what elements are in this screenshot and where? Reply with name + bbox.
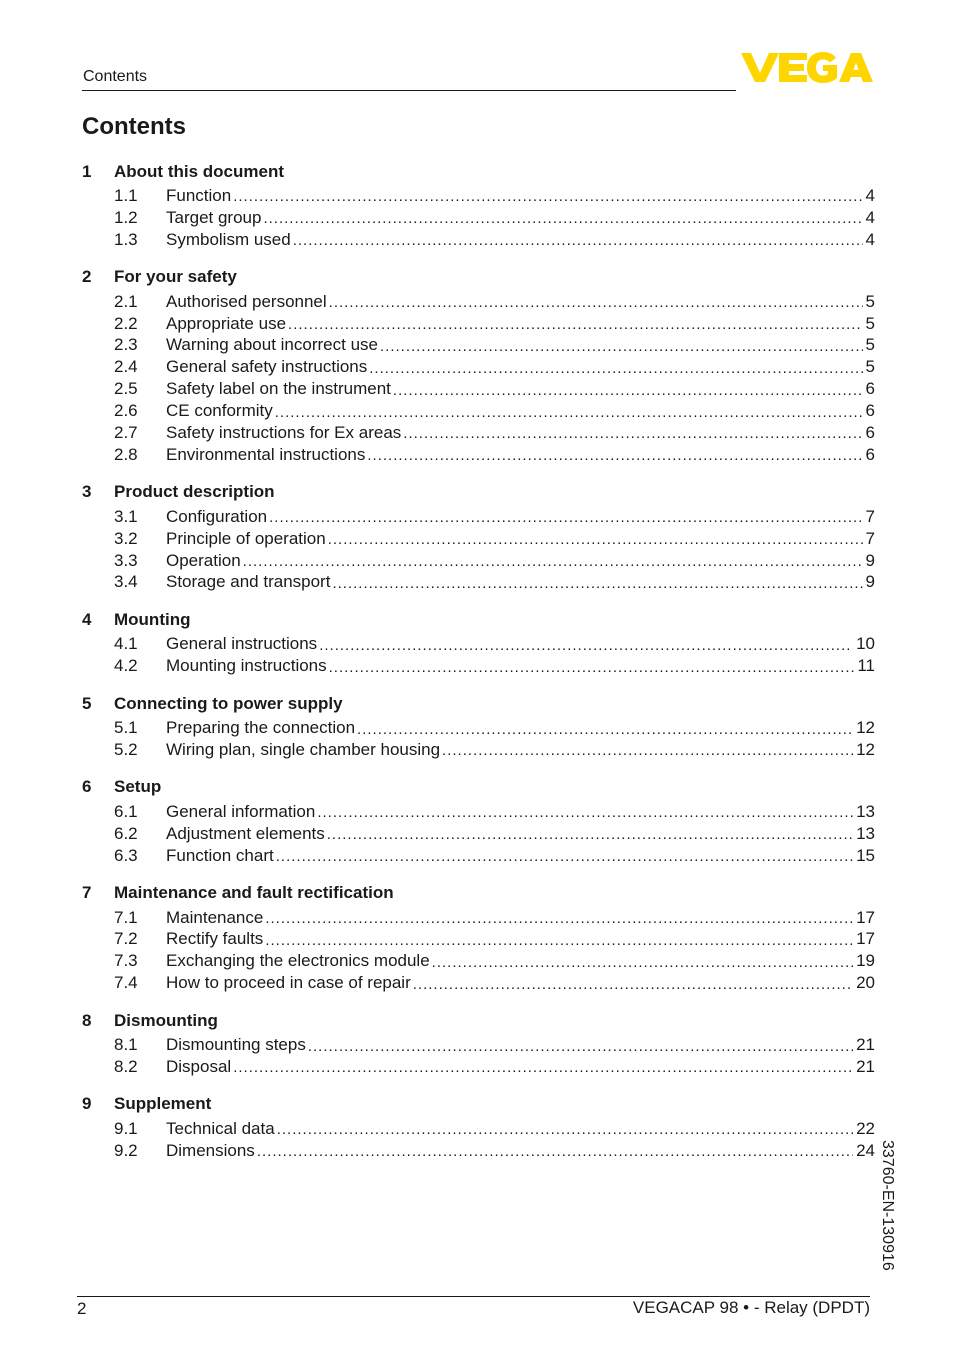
toc-entry-number: 6.2 — [114, 823, 138, 843]
toc-entry-title: Dimensions — [166, 1140, 255, 1160]
toc-entry[interactable] — [82, 801, 875, 823]
toc-entry-number: 2.3 — [114, 335, 138, 355]
toc-entry-title: Safety label on the instrument — [166, 379, 391, 399]
toc-entry-number: 3.2 — [114, 528, 138, 548]
toc-section-title: Mounting — [114, 609, 191, 629]
toc-entry[interactable] — [82, 950, 875, 972]
toc-entry-number: 8.2 — [114, 1056, 138, 1076]
dot-leader — [308, 1038, 853, 1055]
toc-entry-number: 6.1 — [114, 801, 138, 821]
dot-leader — [329, 659, 855, 676]
footer-divider — [77, 1296, 870, 1297]
toc-section — [82, 606, 875, 677]
toc-entry-page: 21 — [856, 1035, 875, 1055]
toc-entry[interactable] — [82, 972, 875, 994]
dot-leader — [380, 338, 863, 355]
dot-leader — [357, 721, 853, 738]
toc-entry-page: 9 — [865, 550, 875, 570]
toc-entry-number: 7.1 — [114, 907, 138, 927]
dot-leader — [277, 1121, 853, 1138]
toc-entry-number: 7.3 — [114, 951, 138, 971]
dot-leader — [265, 910, 853, 927]
toc-entry-number: 1.1 — [114, 185, 138, 205]
toc-section-title: Connecting to power supply — [114, 693, 343, 713]
toc-entry-title: Function chart — [166, 845, 274, 865]
header-divider — [82, 90, 736, 91]
toc-entry-number: 2.5 — [114, 379, 138, 399]
toc-entry-page: 21 — [856, 1056, 875, 1076]
dot-leader — [276, 848, 853, 865]
toc-entry-title: Authorised personnel — [166, 291, 327, 311]
toc-entry[interactable] — [82, 378, 875, 400]
dot-leader — [257, 1143, 853, 1160]
toc-entry-title: Safety instructions for Ex areas — [166, 422, 402, 442]
toc-section-number: 7 — [82, 883, 92, 903]
toc-entry[interactable] — [82, 823, 875, 845]
table-of-contents — [82, 158, 875, 1175]
toc-entry-number: 1.2 — [114, 207, 138, 227]
dot-leader — [369, 360, 862, 377]
toc-entry-page: 19 — [856, 951, 875, 971]
toc-section-title: For your safety — [114, 267, 237, 287]
toc-section-number: 6 — [82, 777, 92, 797]
dot-leader — [243, 553, 863, 570]
toc-entry-number: 7.4 — [114, 973, 138, 993]
toc-entry-title: Target group — [166, 207, 262, 227]
toc-entry-number: 1.3 — [114, 229, 138, 249]
toc-entry[interactable] — [82, 739, 875, 761]
toc-entry-number: 6.3 — [114, 845, 138, 865]
toc-entry-number: 3.1 — [114, 506, 138, 526]
toc-entry[interactable] — [82, 207, 875, 229]
toc-section-number: 8 — [82, 1010, 92, 1030]
toc-entry[interactable] — [82, 334, 875, 356]
toc-entry-page: 24 — [856, 1140, 875, 1160]
toc-entry-number: 2.1 — [114, 291, 138, 311]
toc-entry-number: 2.8 — [114, 444, 138, 464]
toc-entry[interactable] — [82, 845, 875, 867]
toc-entry-title: Maintenance — [166, 907, 264, 927]
toc-entry-title: Warning about incorrect use — [166, 335, 378, 355]
toc-entry-title: Symbolism used — [166, 229, 291, 249]
toc-entry[interactable] — [82, 422, 875, 444]
toc-entry-page: 5 — [865, 313, 875, 333]
toc-entry-page: 10 — [856, 634, 875, 654]
toc-entry-number: 5.2 — [114, 739, 138, 759]
toc-entry-title: Technical data — [166, 1118, 275, 1138]
toc-entry-title: Preparing the connection — [166, 718, 356, 738]
toc-section-number: 1 — [82, 161, 92, 181]
toc-section-number: 3 — [82, 482, 92, 502]
toc-section-number: 5 — [82, 693, 92, 713]
toc-entry[interactable] — [82, 291, 875, 313]
toc-entry[interactable] — [82, 1056, 875, 1078]
toc-entry-number: 9.1 — [114, 1118, 138, 1138]
toc-entry-page: 13 — [856, 823, 875, 843]
toc-section-number: 9 — [82, 1094, 92, 1114]
toc-section — [82, 1091, 875, 1162]
dot-leader — [432, 954, 853, 971]
dot-leader — [317, 804, 853, 821]
toc-section-heading[interactable] — [82, 1091, 875, 1118]
toc-section-heading[interactable] — [82, 774, 875, 801]
toc-entry[interactable] — [82, 1034, 875, 1056]
toc-entry-title: Rectify faults — [166, 929, 264, 949]
dot-leader — [233, 1059, 853, 1076]
dot-leader — [293, 232, 863, 249]
toc-entry[interactable] — [82, 313, 875, 335]
toc-section-heading[interactable] — [82, 880, 875, 907]
toc-entry-title: Operation — [166, 550, 241, 570]
toc-entry[interactable] — [82, 633, 875, 655]
toc-section — [82, 264, 875, 466]
dot-leader — [319, 637, 853, 654]
toc-entry[interactable] — [82, 444, 875, 466]
toc-entry-number: 2.6 — [114, 401, 138, 421]
toc-entry-title: General information — [166, 801, 316, 821]
toc-entry-page: 20 — [856, 973, 875, 993]
toc-entry-page: 5 — [865, 291, 875, 311]
toc-entry-page: 17 — [856, 907, 875, 927]
toc-section-heading[interactable] — [82, 690, 875, 717]
toc-entry-title: Function — [166, 185, 232, 205]
toc-entry[interactable] — [82, 928, 875, 950]
toc-entry[interactable] — [82, 571, 875, 593]
toc-entry-title: Disposal — [166, 1056, 232, 1076]
toc-entry-page: 6 — [865, 379, 875, 399]
toc-entry[interactable] — [82, 229, 875, 251]
toc-entry-title: Adjustment elements — [166, 823, 325, 843]
toc-entry[interactable] — [82, 528, 875, 550]
toc-section-number: 2 — [82, 267, 92, 287]
toc-entry-page: 9 — [865, 572, 875, 592]
toc-section-heading[interactable] — [82, 479, 875, 506]
running-header: Contents — [83, 68, 148, 85]
dot-leader — [329, 294, 863, 311]
dot-leader — [332, 575, 862, 592]
toc-entry-page: 6 — [865, 401, 875, 421]
toc-entry-number: 7.2 — [114, 929, 138, 949]
toc-entry-title: Mounting instructions — [166, 656, 327, 676]
toc-entry-page: 7 — [865, 506, 875, 526]
toc-entry-page: 4 — [865, 185, 875, 205]
toc-entry-page: 6 — [865, 422, 875, 442]
page-title: Contents — [82, 113, 186, 140]
toc-entry[interactable] — [82, 506, 875, 528]
toc-entry-title: Environmental instructions — [166, 444, 366, 464]
toc-entry-number: 5.1 — [114, 718, 138, 738]
toc-entry-number: 9.2 — [114, 1140, 138, 1160]
toc-section-number: 4 — [82, 609, 92, 629]
toc-entry-title: Exchanging the electronics module — [166, 951, 430, 971]
toc-entry-number: 3.3 — [114, 550, 138, 570]
toc-entry-title: General instructions — [166, 634, 318, 654]
toc-entry-page: 12 — [856, 718, 875, 738]
toc-entry-title: CE conformity — [166, 401, 273, 421]
toc-entry-page: 13 — [856, 801, 875, 821]
toc-entry-title: How to proceed in case of repair — [166, 973, 411, 993]
toc-entry[interactable] — [82, 550, 875, 572]
toc-entry-title: Wiring plan, single chamber housing — [166, 739, 441, 759]
toc-entry[interactable] — [82, 1140, 875, 1162]
toc-entry-title: Appropriate use — [166, 313, 287, 333]
dot-leader — [233, 188, 862, 205]
toc-entry[interactable] — [82, 717, 875, 739]
dot-leader — [269, 509, 862, 526]
toc-entry[interactable] — [82, 185, 875, 207]
toc-entry-number: 2.2 — [114, 313, 138, 333]
document-code: 33760-EN-130916 — [879, 1140, 896, 1271]
toc-entry[interactable] — [82, 907, 875, 929]
toc-entry-number: 4.1 — [114, 634, 138, 654]
toc-entry-page: 5 — [865, 357, 875, 377]
toc-section-title: Setup — [114, 777, 162, 797]
toc-section — [82, 690, 875, 761]
footer-page-number: 2 — [77, 1299, 87, 1318]
toc-entry-page: 7 — [865, 528, 875, 548]
toc-section-title: Maintenance and fault rectification — [114, 883, 394, 903]
dot-leader — [413, 976, 853, 993]
toc-section-heading[interactable] — [82, 606, 875, 633]
toc-section-title: Product description — [114, 482, 275, 502]
toc-entry-number: 3.4 — [114, 572, 138, 592]
toc-entry-title: Storage and transport — [166, 572, 331, 592]
dot-leader — [327, 826, 853, 843]
toc-entry-number: 8.1 — [114, 1035, 138, 1055]
toc-entry-page: 6 — [865, 444, 875, 464]
dot-leader — [288, 316, 863, 333]
toc-section — [82, 774, 875, 867]
toc-entry-title: Configuration — [166, 506, 268, 526]
dot-leader — [403, 425, 862, 442]
toc-entry-page: 4 — [865, 207, 875, 227]
toc-entry[interactable] — [82, 1118, 875, 1140]
toc-section-heading[interactable] — [82, 264, 875, 291]
toc-entry-page: 11 — [857, 656, 875, 676]
toc-section-title: Supplement — [114, 1094, 212, 1114]
toc-section-heading[interactable] — [82, 1007, 875, 1034]
toc-section-title: About this document — [114, 161, 284, 181]
toc-section-title: Dismounting — [114, 1010, 218, 1030]
toc-entry-page: 22 — [856, 1118, 875, 1138]
dot-leader — [275, 404, 863, 421]
toc-section — [82, 158, 875, 251]
toc-section — [82, 880, 875, 995]
toc-entry-title: Principle of operation — [166, 528, 326, 548]
dot-leader — [367, 447, 862, 464]
dot-leader — [265, 932, 853, 949]
toc-entry-number: 2.7 — [114, 422, 138, 442]
toc-section — [82, 479, 875, 594]
toc-entry-page: 5 — [865, 335, 875, 355]
toc-entry-page: 4 — [865, 229, 875, 249]
footer-product-name: VEGACAP 98 • - Relay (DPDT) — [632, 1298, 870, 1317]
toc-entry-title: Dismounting steps — [166, 1035, 306, 1055]
dot-leader — [393, 382, 863, 399]
dot-leader — [442, 742, 853, 759]
toc-entry-page: 15 — [856, 845, 875, 865]
toc-section-heading[interactable] — [82, 158, 875, 185]
toc-entry-page: 17 — [856, 929, 875, 949]
toc-entry[interactable] — [82, 400, 875, 422]
vega-logo — [741, 52, 873, 83]
toc-entry-number: 4.2 — [114, 656, 138, 676]
toc-entry-page: 12 — [856, 739, 875, 759]
dot-leader — [328, 531, 863, 548]
toc-entry[interactable] — [82, 356, 875, 378]
toc-entry-number: 2.4 — [114, 357, 138, 377]
dot-leader — [263, 210, 862, 227]
toc-entry[interactable] — [82, 655, 875, 677]
toc-entry-title: General safety instructions — [166, 357, 368, 377]
toc-section — [82, 1007, 875, 1078]
